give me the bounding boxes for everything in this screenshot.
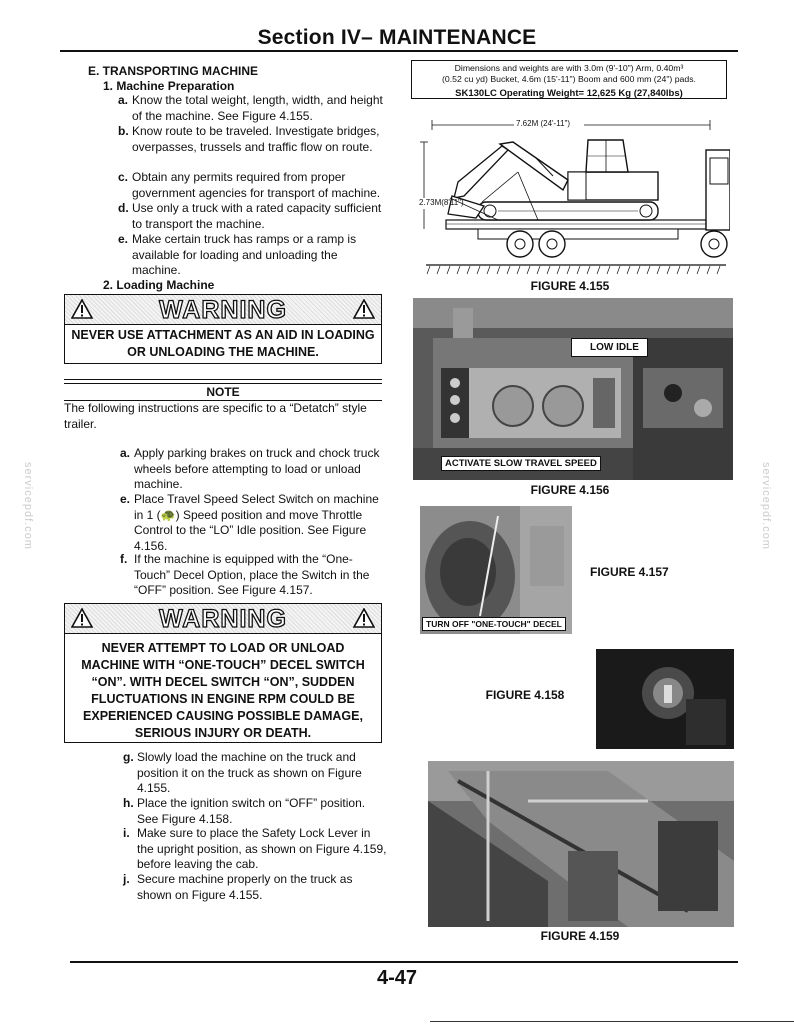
dimensions-line: (0.52 cu yd) Bucket, 4.6m (15'-11") Boom and 600 mm (24") pads. bbox=[442, 74, 696, 84]
figure-caption: FIGURE 4.155 bbox=[530, 279, 610, 293]
list-item: a. Know the total weight, length, width, and height of the machine. See Figure 4.155. bbox=[118, 93, 383, 123]
top-divider bbox=[60, 50, 738, 52]
note-rule-top-thin bbox=[64, 383, 382, 384]
figure-155-transport-drawing bbox=[418, 102, 730, 278]
warning-box bbox=[64, 294, 382, 364]
callout-slow-travel: ACTIVATE SLOW TRAVEL SPEED bbox=[441, 456, 601, 471]
list-item: g. Slowly load the machine on the truck and position it on the truck as shown on Figure 4.155. bbox=[123, 750, 362, 795]
note-rule-top bbox=[64, 379, 382, 380]
figure-caption: FIGURE 4.158 bbox=[485, 688, 565, 702]
warning-line: MACHINE WITH “ONE-TOUCH” DECEL SWITCH bbox=[81, 658, 365, 672]
section-heading: E. TRANSPORTING MACHINE bbox=[88, 64, 259, 78]
list-item: a. Apply parking brakes on truck and chock truck wheels before attempting to load or unload machine. bbox=[120, 446, 380, 491]
list-item: d. Use only a truck with a rated capacity sufficient to transport the machine. bbox=[118, 201, 382, 231]
subheading-loading-machine: 2. Loading Machine bbox=[103, 278, 215, 292]
warning-header bbox=[65, 604, 381, 634]
note-text: The following instructions are specific to a “Detatch” style trailer. bbox=[64, 401, 367, 431]
warning-box bbox=[64, 603, 382, 743]
note-title: NOTE bbox=[206, 385, 240, 399]
list-item: f. If the machine is equipped with the “One-Touch” Decel Option, place the Switch in the “OFF” position. See Figure 4.157. bbox=[120, 552, 370, 597]
list-item: h. Place the ignition switch on “OFF” position. See Figure 4.158. bbox=[123, 796, 366, 826]
warning-line: SERIOUS INJURY OR DEATH. bbox=[134, 726, 312, 740]
control-panel-image bbox=[413, 298, 733, 480]
figure-caption: FIGURE 4.156 bbox=[530, 483, 610, 497]
figure-caption: FIGURE 4.159 bbox=[540, 929, 620, 943]
figure-156-photo bbox=[413, 298, 733, 480]
list-item: i. Make sure to place the Safety Lock Lever in the upright position, as shown on Figure 4.159, before leaving the cab. bbox=[123, 826, 387, 871]
page-title: Section IV– MAINTENANCE bbox=[257, 26, 537, 49]
height-dimension: 2.73M(8'11") bbox=[419, 198, 464, 207]
figure-caption: FIGURE 4.157 bbox=[590, 565, 669, 579]
warning-triangle-icon bbox=[353, 299, 375, 319]
list-item: j. Secure machine properly on the truck as shown on Figure 4.155. bbox=[123, 872, 353, 902]
warning-word: WARNING bbox=[159, 296, 287, 324]
figure-157-photo bbox=[420, 506, 572, 634]
list-item: c. Obtain any permits required from proper government agencies for transport of machine. bbox=[118, 170, 381, 200]
subheading-machine-preparation: 1. Machine Preparation bbox=[103, 79, 235, 93]
length-dimension: 7.62M (24'-11") bbox=[516, 119, 571, 128]
warning-line: NEVER USE ATTACHMENT AS AN AID IN LOADING bbox=[71, 328, 375, 342]
safety-lock-lever-image bbox=[428, 761, 734, 927]
footer-rule bbox=[430, 1021, 794, 1022]
warning-line: NEVER ATTEMPT TO LOAD OR UNLOAD bbox=[101, 641, 345, 655]
warning-line: EXPERIENCED CAUSING POSSIBLE DAMAGE, bbox=[83, 709, 363, 723]
warning-line: OR UNLOADING THE MACHINE. bbox=[127, 345, 319, 359]
page-number: 4-47 bbox=[376, 967, 418, 989]
list-item: e. Make certain truck has ramps or a ramp is available for loading and unloading the machine. bbox=[118, 232, 357, 277]
watermark-right: servicepdf.com bbox=[760, 462, 772, 550]
warning-triangle-icon bbox=[353, 608, 375, 628]
callout-low-idle: LOW IDLE bbox=[571, 338, 648, 357]
figure-158-photo bbox=[596, 649, 734, 749]
warning-line: “ON”. WITH DECEL SWITCH “ON”, SUDDEN bbox=[91, 675, 355, 689]
ignition-switch-image bbox=[596, 649, 734, 749]
decel-switch-image bbox=[420, 506, 572, 634]
list-item: e. Place Travel Speed Select Switch on machine in 1 (🐢) Speed position and move Throttle Control to the “LO” Idle position. See Figure 4.156. bbox=[120, 492, 379, 553]
warning-header bbox=[65, 295, 381, 325]
bottom-divider bbox=[70, 961, 738, 963]
dimensions-line: Dimensions and weights are with 3.0m (9'-10") Arm, 0.40m³ bbox=[454, 63, 684, 73]
figure-159-photo bbox=[428, 761, 734, 927]
warning-word: WARNING bbox=[159, 605, 287, 633]
watermark-left: servicepdf.com bbox=[22, 462, 34, 550]
list-item: b. Know route to be traveled. Investigate bridges, overpasses, trussels and traffic flow on route. bbox=[118, 124, 380, 154]
warning-line: FLUCTUATIONS IN ENGINE RPM COULD BE bbox=[91, 692, 355, 706]
operating-weight: SK130LC Operating Weight= 12,625 Kg (27,840lbs) bbox=[455, 88, 683, 99]
callout-turn-off-decel: TURN OFF "ONE-TOUCH" DECEL bbox=[422, 617, 566, 631]
